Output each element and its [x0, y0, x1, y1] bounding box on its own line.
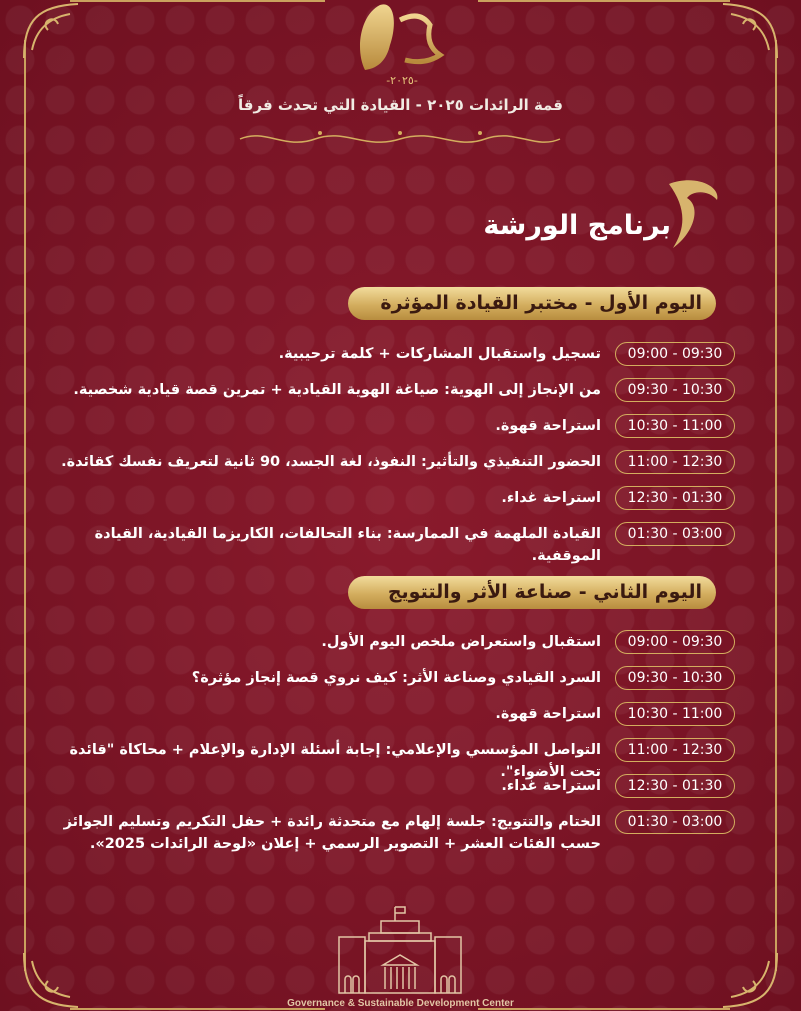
- frame-border-top-right: [478, 0, 730, 2]
- time-slot: 01:30 - 03:00: [615, 522, 735, 546]
- building-logo-icon: [335, 905, 465, 997]
- session-description: الحضور التنفيذي والتأثير: النفوذ، لغة الجسد، 90 ثانية لتعريف نفسك كقائدة.: [61, 454, 601, 470]
- time-slot: 09:30 - 10:30: [615, 666, 735, 690]
- time-slot: 10:30 - 11:00: [615, 702, 735, 726]
- corner-ornament-icon: [713, 0, 783, 60]
- schedule-row: [60, 630, 735, 656]
- summit-subtitle: قمة الرائدات ٢٠٢٥ - القيادة التي تحدث فرقاً: [238, 96, 563, 114]
- session-description: استراحة غداء.: [501, 490, 601, 506]
- schedule-row: [60, 666, 735, 692]
- session-description: التواصل المؤسسي والإعلامي: إجابة أسئلة الإدارة والإعلام + محاكاة "قائدة تحت الأضواء".: [69, 742, 601, 780]
- summit-logo: [335, 0, 470, 90]
- day-2-header: اليوم الثاني - صناعة الأثر والتتويج: [348, 576, 716, 609]
- session-description: استراحة قهوة.: [495, 418, 601, 434]
- schedule-row: [60, 702, 735, 728]
- session-description: من الإنجاز إلى الهوية: صياغة الهوية القيادية + تمرين قصة قيادية شخصية.: [73, 382, 601, 398]
- schedule-row: [60, 342, 735, 368]
- day-1-header: اليوم الأول - مختبر القيادة المؤثرة: [348, 287, 716, 320]
- corner-ornament-icon: [18, 0, 88, 60]
- session-description: استقبال واستعراض ملخص اليوم الأول.: [321, 634, 601, 650]
- schedule-row: [60, 378, 735, 404]
- divider-ornament-icon: [235, 128, 565, 150]
- frame-border-top-left: [70, 0, 325, 2]
- frame-border-right: [775, 40, 777, 971]
- time-slot: 01:30 - 03:00: [615, 810, 735, 834]
- session-description: تسجيل واستقبال المشاركات + كلمة ترحيبية.: [278, 346, 601, 362]
- time-slot: 11:00 - 12:30: [615, 450, 735, 474]
- schedule-row: [60, 450, 735, 476]
- svg-text:-٢٠٢٥-: -٢٠٢٥-: [386, 74, 418, 87]
- program-title: برنامج الورشة: [483, 210, 671, 241]
- time-slot: 12:30 - 01:30: [615, 486, 735, 510]
- frame-border-left: [24, 40, 26, 971]
- session-description: الختام والتتويج: جلسة إلهام مع متحدثة رائدة + حفل التكريم وتسليم الجوائز حسب الفئات العشر + التصوير الرسمي + إعلان «لوحة الرائدات 2025».: [63, 814, 601, 852]
- schedule-row: [60, 414, 735, 440]
- time-slot: 09:00 - 09:30: [615, 342, 735, 366]
- session-description: القيادة الملهمة في الممارسة: بناء التحالفات، الكاريزما القيادية، القيادة الموقفية.: [94, 526, 601, 564]
- schedule-row: [60, 774, 735, 800]
- time-slot: 10:30 - 11:00: [615, 414, 735, 438]
- time-slot: 12:30 - 01:30: [615, 774, 735, 798]
- session-description: السرد القيادي وصناعة الأثر: كيف نروي قصة إنجاز مؤثرة؟: [191, 670, 601, 686]
- schedule-row: [60, 810, 735, 860]
- session-description: استراحة قهوة.: [495, 706, 601, 722]
- organization-name: Governance & Sustainable Development Center: [287, 998, 514, 1009]
- schedule-row: [60, 738, 735, 780]
- time-slot: 09:00 - 09:30: [615, 630, 735, 654]
- session-description: استراحة غداء.: [501, 778, 601, 794]
- schedule-row: [60, 486, 735, 512]
- time-slot: 09:30 - 10:30: [615, 378, 735, 402]
- time-slot: 11:00 - 12:30: [615, 738, 735, 762]
- swoosh-icon: [665, 176, 721, 252]
- schedule-row: [60, 522, 735, 564]
